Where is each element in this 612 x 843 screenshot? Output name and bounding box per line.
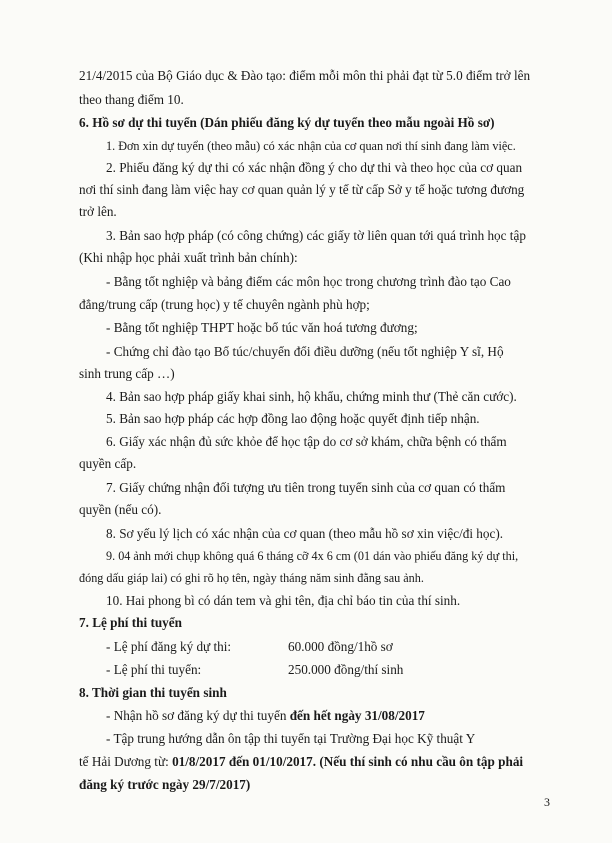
- text-line: [79, 754, 556, 770]
- list-item-10: 10. Hai phong bì có dán tem và ghi tên, địa chỉ báo tin của thí sinh.: [106, 593, 461, 608]
- sub-item-1: - Bằng tốt nghiệp và bảng điểm các môn học trong chương trình đào tạo Cao: [106, 274, 511, 289]
- text-line: sinh trung cấp …): [79, 366, 175, 381]
- text-line: đẳng/trung cấp (trung học) y tế chuyên ngành phù hợp;: [79, 297, 370, 312]
- date-range-text: 01/8/2017 đến 01/10/2017. (Nếu thí sinh có nhu cầu ôn tập phải: [172, 754, 524, 769]
- list-item-5: 5. Bản sao hợp pháp các hợp đồng lao động hoặc quyết định tiếp nhận.: [106, 411, 480, 426]
- list-item-6: 6. Giấy xác nhận đủ sức khỏe để học tập do cơ sở khám, chữa bệnh có thẩm: [106, 434, 507, 449]
- text-run: - Nhận hồ sơ đăng ký dự thi tuyển: [106, 708, 290, 723]
- section-heading-8: 8. Thời gian thi tuyển sinh: [79, 685, 227, 700]
- fee-value: 60.000 đồng/1hồ sơ: [288, 639, 393, 654]
- list-item-7: 7. Giấy chứng nhận đối tượng ưu tiên trong tuyển sinh của cơ quan có thẩm: [106, 480, 506, 495]
- list-item-2: 2. Phiếu đăng ký dự thi có xác nhận đồng ý cho dự thi và theo học của cơ quan: [106, 160, 523, 175]
- section-heading-7: 7. Lệ phí thi tuyển: [79, 615, 182, 630]
- page-number: 3: [544, 795, 550, 809]
- text-line: đăng ký trước ngày 29/7/2017): [79, 777, 251, 792]
- list-item-4: 4. Bản sao hợp pháp giấy khai sinh, hộ khẩu, chứng minh thư (Thẻ căn cước).: [106, 389, 517, 404]
- fee-label: - Lệ phí thi tuyển:: [106, 662, 202, 677]
- text-line: quyền (nếu có).: [79, 502, 162, 517]
- text-line: (Khi nhập học phải xuất trình bản chính):: [79, 250, 298, 265]
- text-line: trở lên.: [79, 204, 117, 219]
- schedule-item-1: [106, 708, 556, 724]
- sub-item-2: - Bằng tốt nghiệp THPT hoặc bổ túc văn hoá tương đương;: [106, 320, 418, 335]
- section-heading-6: 6. Hồ sơ dự thi tuyển (Dán phiếu đăng ký dự tuyển theo mẫu ngoài Hồ sơ): [79, 115, 495, 130]
- text-line: quyền cấp.: [79, 456, 137, 471]
- list-item-9: 9. 04 ảnh mới chụp không quá 6 tháng cỡ 4x 6 cm (01 dán vào phiếu đăng ký dự thi,: [106, 549, 519, 563]
- text-run: tế Hải Dương từ:: [79, 754, 173, 769]
- sub-item-3: - Chứng chỉ đào tạo Bổ túc/chuyển đổi điều dưỡng (nếu tốt nghiệp Y sĩ, Hộ: [106, 344, 504, 359]
- schedule-item-2: - Tập trung hướng dẫn ôn tập thi tuyển tại Trường Đại học Kỹ thuật Y: [106, 731, 476, 746]
- text-line: 21/4/2015 của Bộ Giáo dục & Đào tạo: điểm mỗi môn thi phải đạt từ 5.0 điểm trở lên: [79, 68, 531, 83]
- deadline-text: đến hết ngày 31/08/2017: [289, 708, 425, 723]
- list-item-1: 1. Đơn xin dự tuyển (theo mẫu) có xác nhận của cơ quan nơi thí sinh đang làm việc.: [106, 139, 516, 153]
- fee-label: - Lệ phí đăng ký dự thi:: [106, 639, 232, 654]
- fee-value: 250.000 đồng/thí sinh: [288, 662, 404, 677]
- text-line: theo thang điểm 10.: [79, 92, 184, 107]
- list-item-3: 3. Bản sao hợp pháp (có công chứng) các giấy tờ liên quan tới quá trình học tập: [106, 228, 526, 243]
- text-line: nơi thí sinh đang làm việc hay cơ quan quản lý y tế từ cấp Sở y tế hoặc tương đương: [79, 182, 525, 197]
- text-line: đóng dấu giáp lai) có ghi rõ họ tên, ngày tháng năm sinh đằng sau ảnh.: [79, 571, 424, 585]
- list-item-8: 8. Sơ yếu lý lịch có xác nhận của cơ quan (theo mẫu hồ sơ xin việc/đi học).: [106, 526, 504, 541]
